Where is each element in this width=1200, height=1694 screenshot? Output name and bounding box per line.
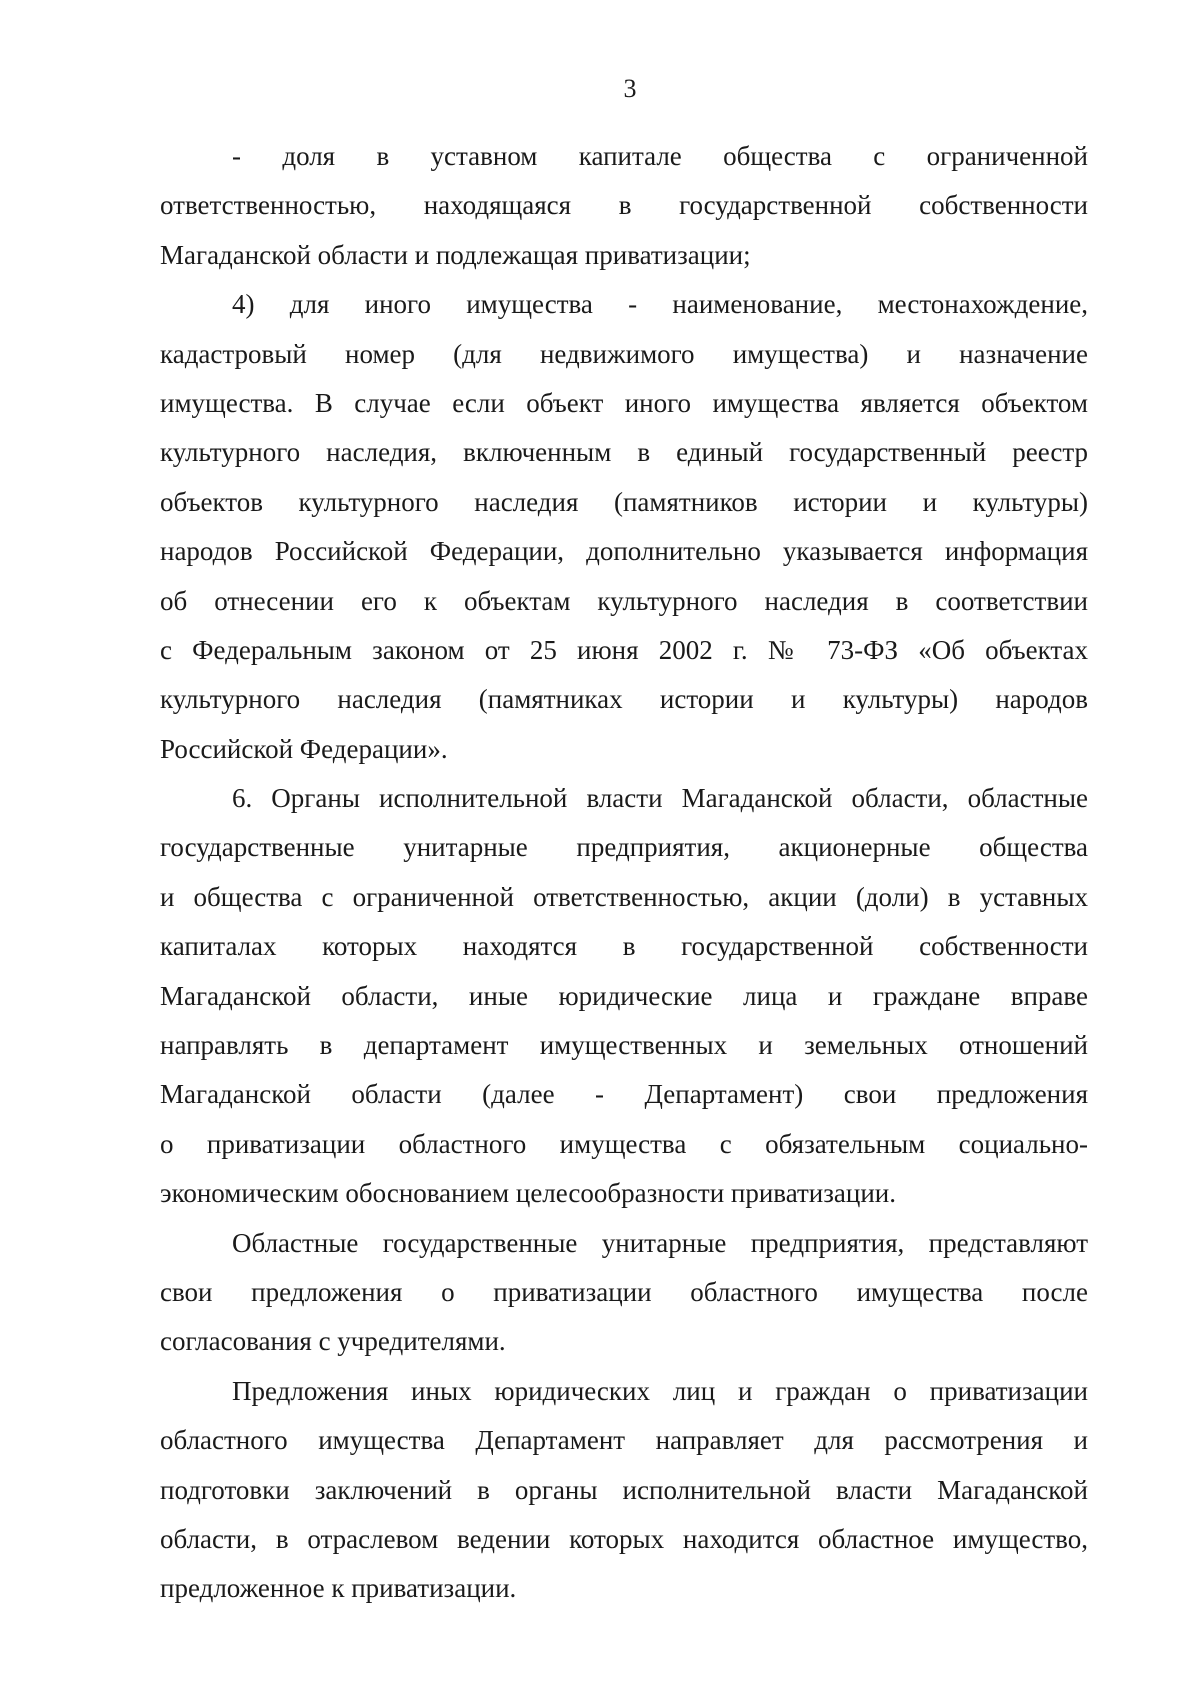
text-line: области, в отраслевом ведении которых находится областное имущество, — [160, 1523, 1088, 1554]
text-line: капиталах которых находятся в государственной собственности — [160, 931, 1088, 962]
text-line: - доля в уставном капитале общества с ограниченной — [232, 141, 1088, 171]
text-line: предложенное к приватизации. — [160, 1573, 517, 1604]
text-line: Магаданской области (далее - Департамент) свои предложения — [160, 1079, 1088, 1110]
document-body — [160, 132, 1088, 1614]
text-line: ответственностью, находящаяся в государственной собственности — [160, 190, 1088, 221]
text-line: Магаданской области, иные юридические лица и граждане вправе — [160, 980, 1088, 1011]
paragraph-other-proposals — [160, 1367, 1088, 1614]
text-line: культурного наследия (памятниках истории и культуры) народов — [160, 684, 1088, 715]
text-line: кадастровый номер (для недвижимого имущества) и назначение — [160, 338, 1088, 369]
text-line: Предложения иных юридических лиц и граждан о приватизации — [232, 1375, 1088, 1406]
text-line: Магаданской области и подлежащая приватизации; — [160, 239, 751, 270]
text-line: и общества с ограниченной ответственностью, акции (доли) в уставных — [160, 881, 1088, 912]
text-line: Российской Федерации». — [160, 733, 448, 764]
text-line: свои предложения о приватизации областного имущества после — [160, 1276, 1088, 1307]
text-line: экономическим обоснованием целесообразности приватизации. — [160, 1178, 896, 1209]
page-number: 3 — [623, 74, 637, 103]
text-line: объектов культурного наследия (памятников истории и культуры) — [160, 486, 1088, 517]
paragraph-section-6 — [160, 774, 1088, 1219]
text-line: 4) для иного имущества - наименование, местонахождение, — [232, 289, 1088, 320]
text-line: культурного наследия, включенным в единый государственный реестр — [160, 437, 1088, 468]
text-line: народов Российской Федерации, дополнительно указывается информация — [160, 536, 1088, 567]
text-line: государственные унитарные предприятия, акционерные общества — [160, 832, 1088, 863]
text-line: с Федеральным законом от 25 июня 2002 г. № 73-ФЗ «Об объектах — [160, 634, 1088, 665]
paragraph-other-property — [160, 280, 1088, 774]
paragraph-share-in-capital — [160, 132, 1088, 280]
text-line: имущества. В случае если объект иного имущества является объектом — [160, 387, 1088, 418]
text-line: об отнесении его к объектам культурного наследия в соответствии — [160, 585, 1088, 616]
paragraph-unitary-enterprises — [160, 1219, 1088, 1367]
text-line: областного имущества Департамент направляет для рассмотрения и — [160, 1425, 1088, 1456]
text-line: 6. Органы исполнительной власти Магаданской области, областные — [232, 783, 1088, 814]
text-line: Областные государственные унитарные предприятия, представляют — [232, 1227, 1088, 1258]
text-line: подготовки заключений в органы исполнительной власти Магаданской — [160, 1474, 1088, 1505]
text-line: направлять в департамент имущественных и земельных отношений — [160, 1030, 1088, 1061]
text-line: о приватизации областного имущества с обязательным социально- — [160, 1128, 1088, 1159]
text-line: согласования с учредителями. — [160, 1326, 506, 1357]
